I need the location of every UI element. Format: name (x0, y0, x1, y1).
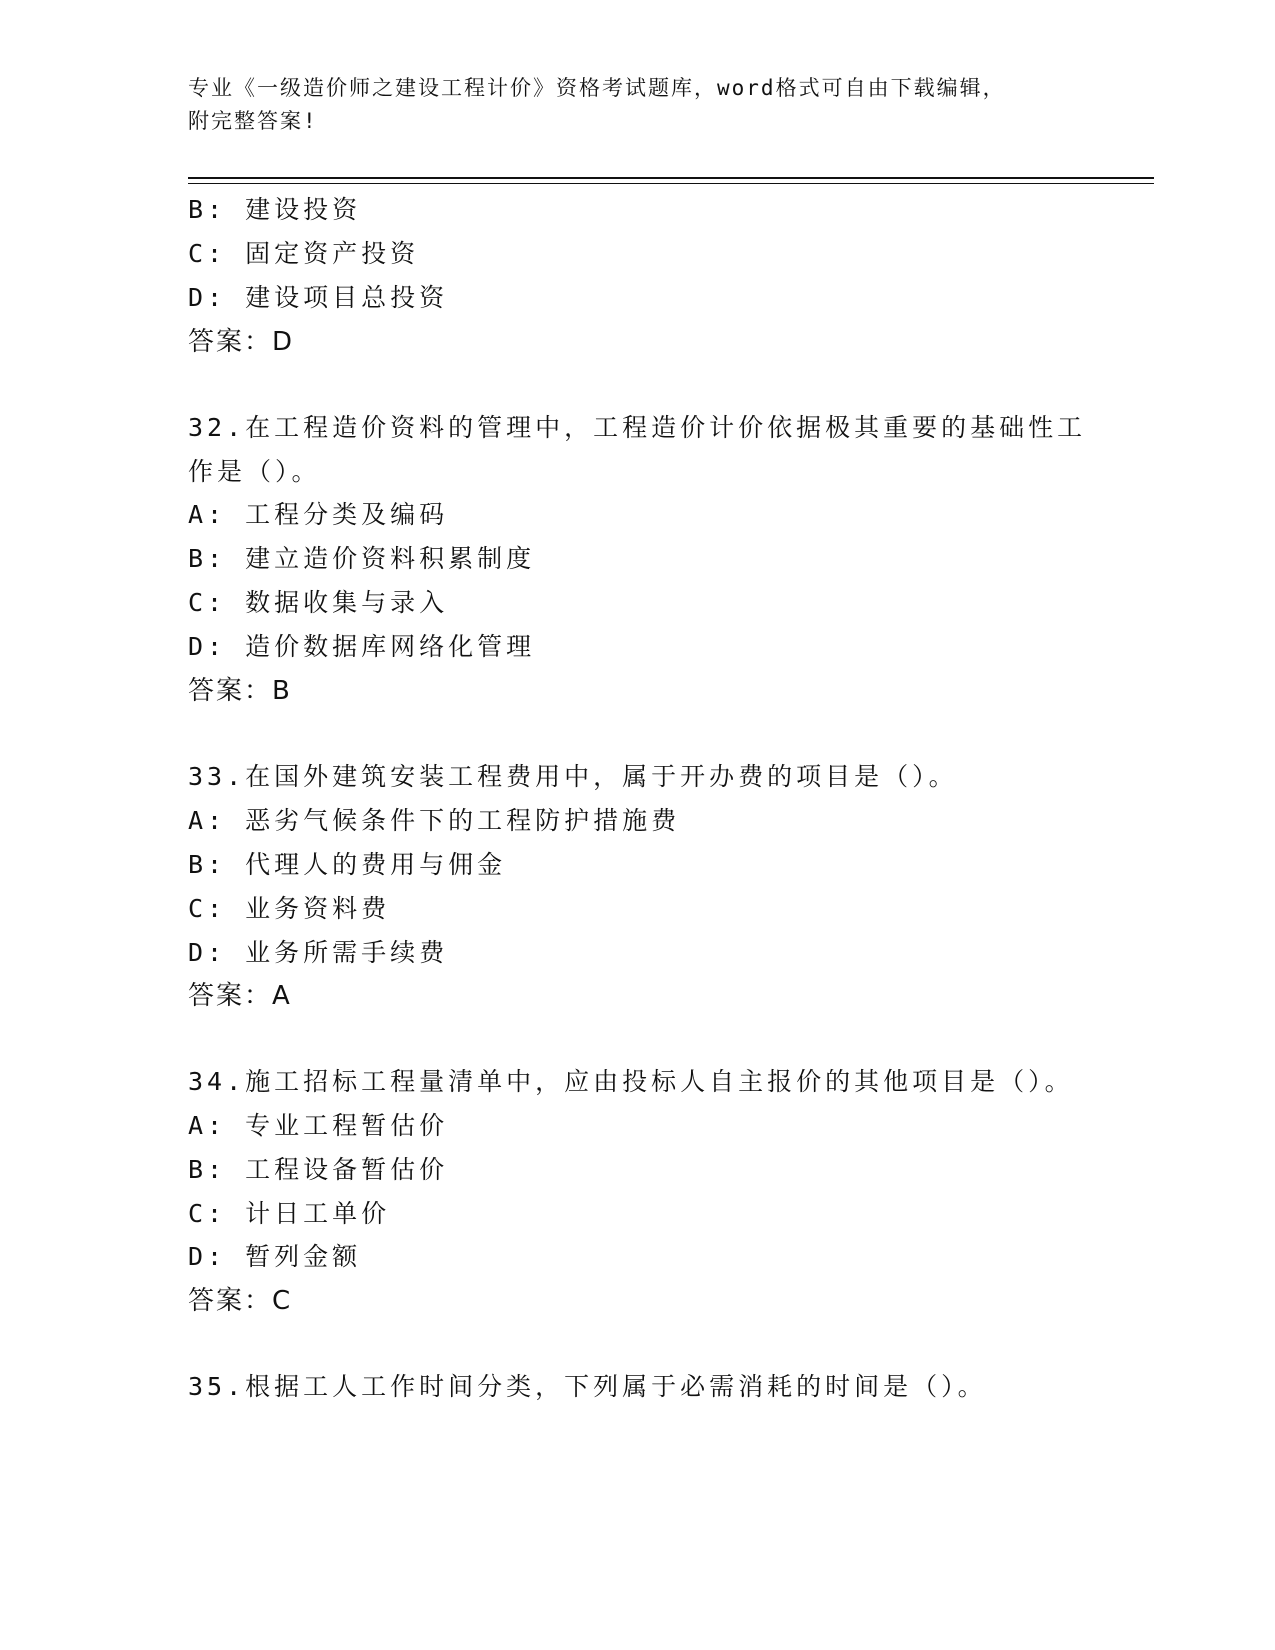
q32-option-d: D: 造价数据库网络化管理 (188, 632, 536, 661)
q31-option-d: D: 建设项目总投资 (188, 283, 449, 312)
q34-answer: 答案：C (188, 1286, 293, 1316)
document-header (188, 72, 1088, 138)
q33-option-b: B: 代理人的费用与佣金 (188, 850, 507, 879)
q34-option-c: C: 计日工单价 (188, 1199, 391, 1228)
q32-answer: 答案：B (188, 676, 292, 706)
q32-stem-line-2: 作是（）。 (188, 457, 321, 486)
header-line-2: 附完整答案! (188, 109, 318, 133)
q31-option-b: B: 建设投资 (188, 195, 362, 224)
q34-option-a: A: 专业工程暂估价 (188, 1111, 449, 1140)
header-line-1: 专业《一级造价师之建设工程计价》资格考试题库，word格式可自由下载编辑， (188, 76, 1006, 100)
q33-option-a: A: 恶劣气候条件下的工程防护措施费 (188, 806, 681, 835)
header-divider-thin (188, 183, 1154, 184)
q31-answer: 答案：D (188, 327, 295, 357)
q34-option-d: D: 暂列金额 (188, 1242, 362, 1271)
q32-option-a: A: 工程分类及编码 (188, 500, 449, 529)
q34-option-b: B: 工程设备暂估价 (188, 1155, 449, 1184)
q33-option-d: D: 业务所需手续费 (188, 938, 449, 967)
q35-stem: 35.根据工人工作时间分类，下列属于必需消耗的时间是（）。 (188, 1372, 987, 1401)
q33-option-c: C: 业务资料费 (188, 894, 391, 923)
q32-option-b: B: 建立造价资料积累制度 (188, 544, 536, 573)
q34-stem: 34.施工招标工程量清单中，应由投标人自主报价的其他项目是（）。 (188, 1067, 1074, 1096)
q33-answer: 答案：A (188, 981, 292, 1011)
q31-option-c: C: 固定资产投资 (188, 239, 420, 268)
q33-stem: 33.在国外建筑安装工程费用中，属于开办费的项目是（）。 (188, 762, 958, 791)
q32-option-c: C: 数据收集与录入 (188, 588, 449, 617)
header-divider-thick (188, 177, 1154, 179)
q32-stem-line-1: 32.在工程造价资料的管理中，工程造价计价依据极其重要的基础性工 (188, 413, 1087, 442)
